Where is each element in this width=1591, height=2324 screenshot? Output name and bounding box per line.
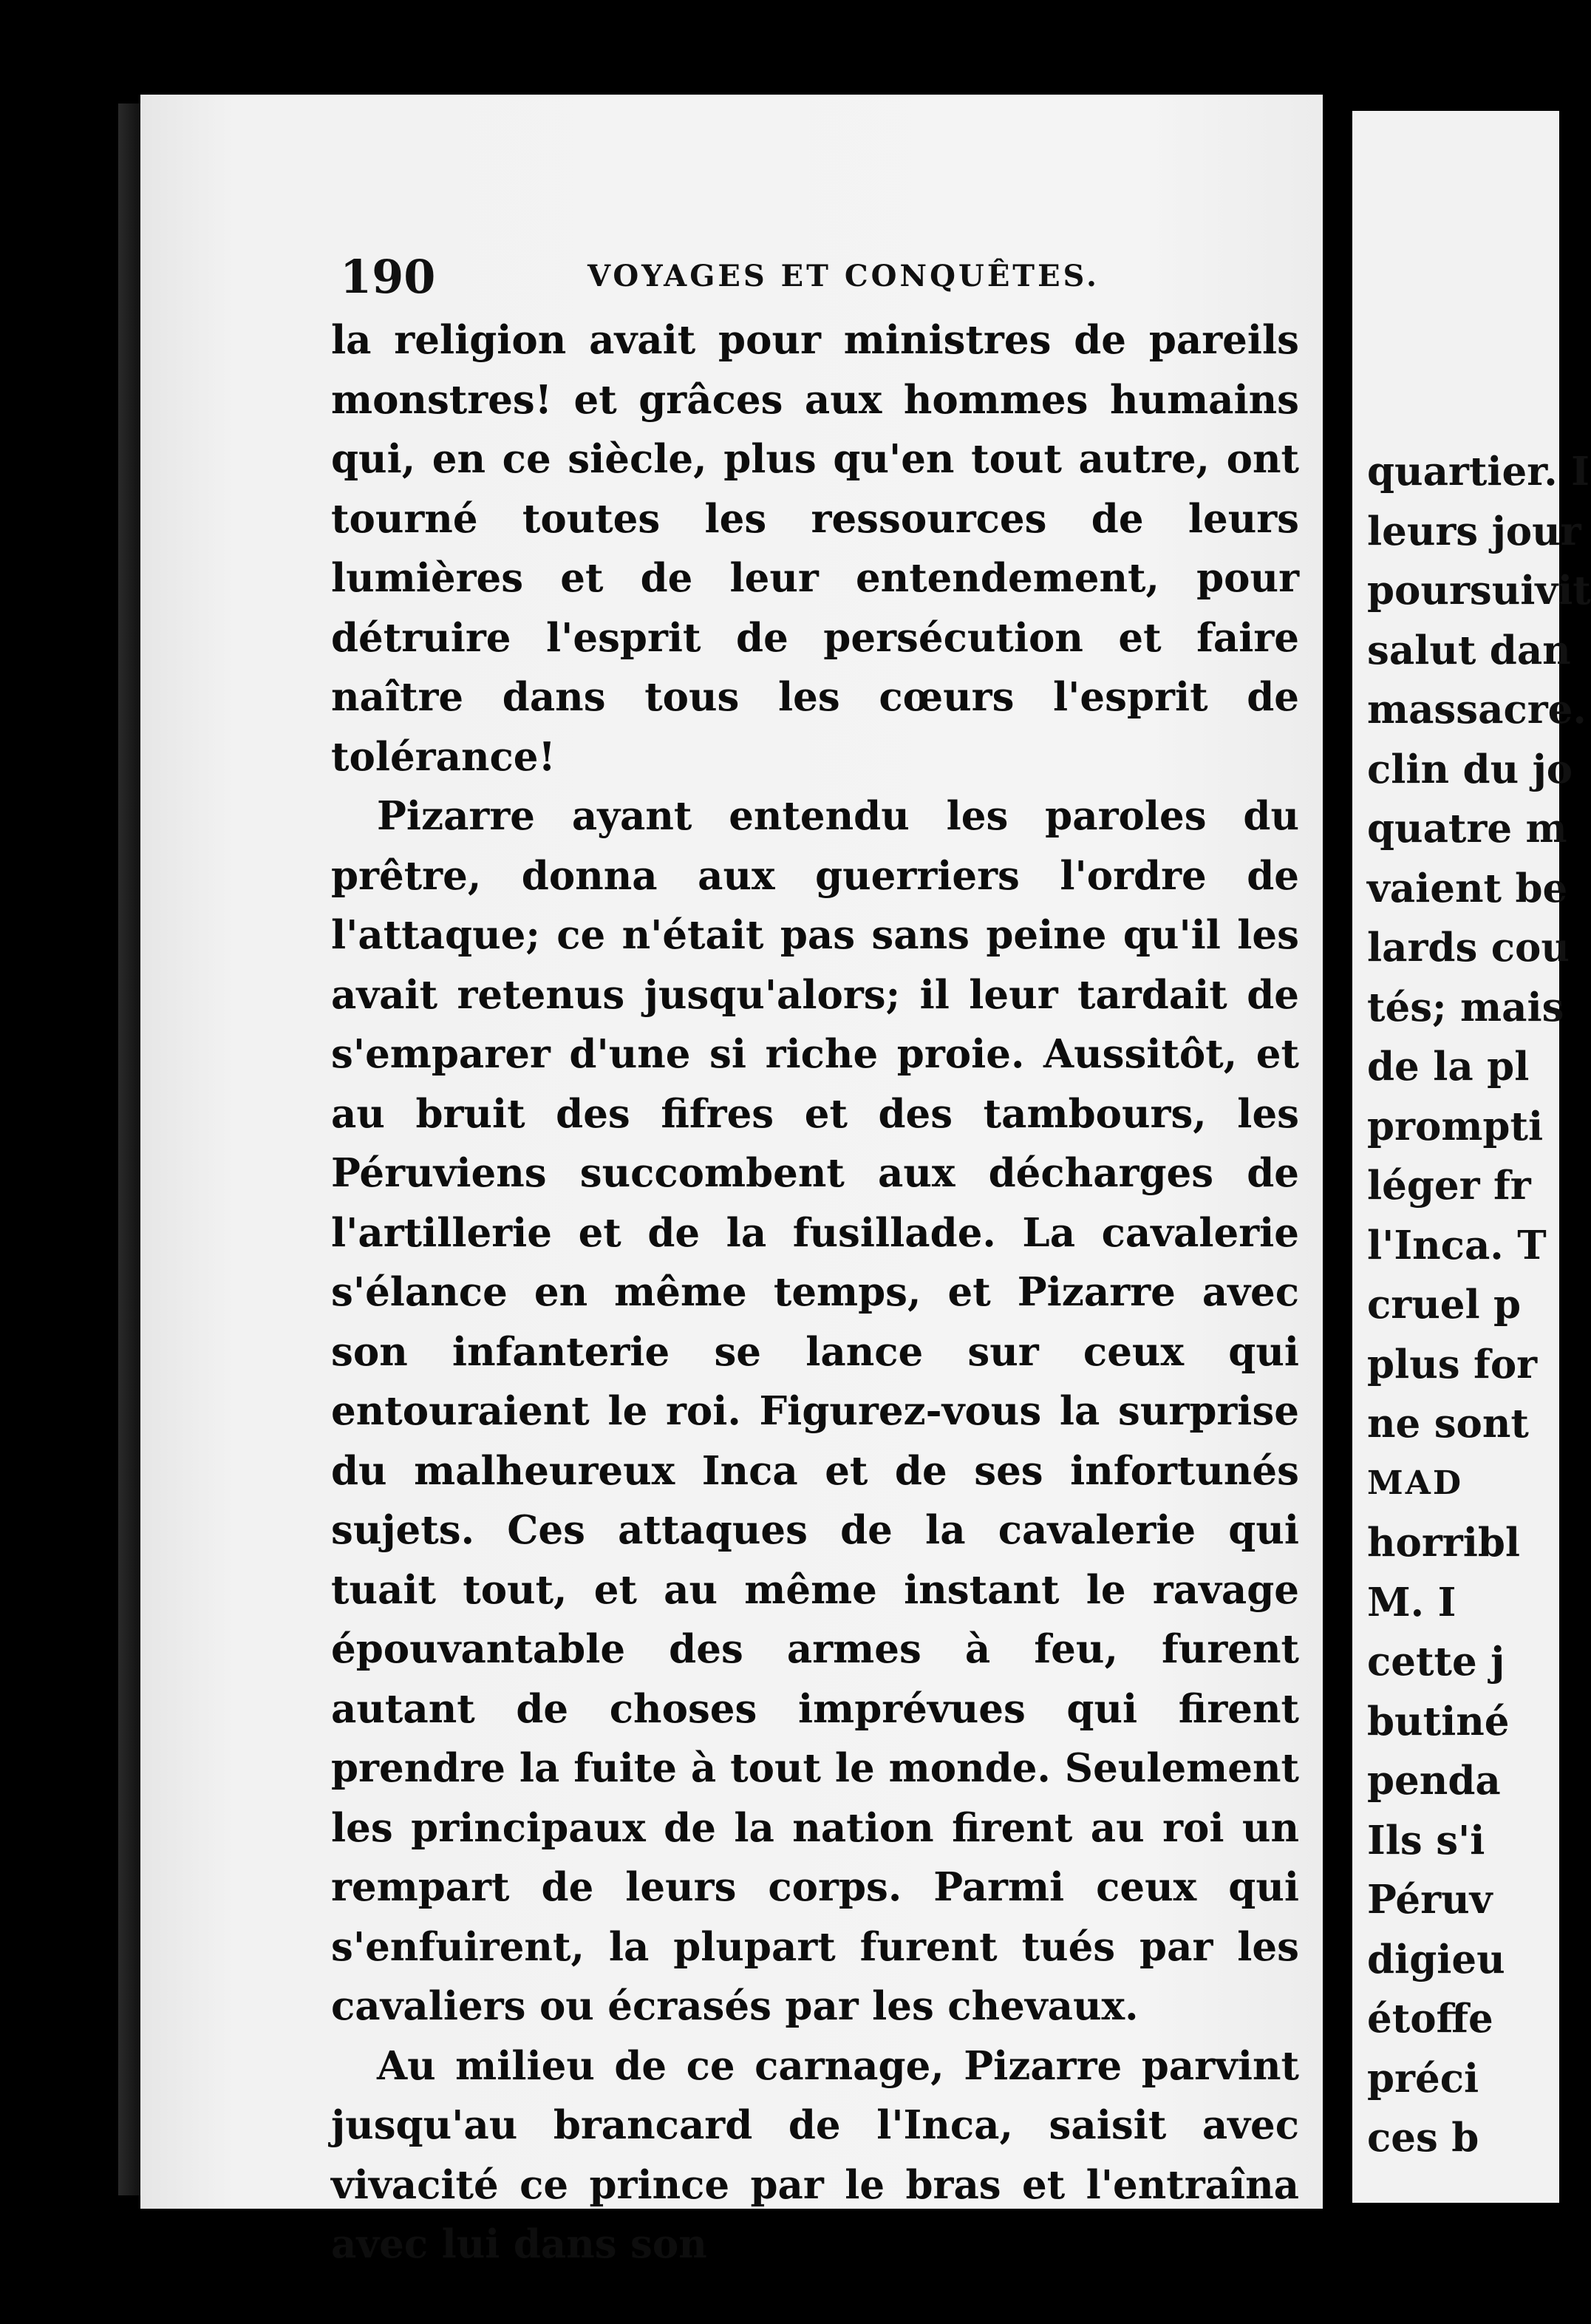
facing-line: vaient be — [1367, 865, 1568, 911]
facing-line: butiné — [1367, 1698, 1510, 1744]
facing-line-heading: MAD — [1367, 1464, 1463, 1502]
facing-line: préci — [1367, 2055, 1479, 2102]
running-head: VOYAGES ET CONQUÊTES. — [587, 259, 1100, 293]
book-spine-shadow — [118, 103, 140, 2195]
paragraph-3: Au milieu de ce carnage, Pizarre parvint jusqu'au brancard de l'Inca, saisit avec vivacité ce prince par le bras et l'entraîna avec lui dans son — [331, 2042, 1299, 2267]
page-number: 190 — [340, 250, 436, 304]
facing-line: étoffe — [1367, 1996, 1493, 2042]
facing-line: digieu — [1367, 1936, 1505, 1982]
page-header — [196, 250, 1319, 309]
facing-line: léger fr — [1367, 1163, 1531, 1209]
facing-line: tés; mais — [1367, 984, 1564, 1030]
facing-line: penda — [1367, 1758, 1501, 1804]
facing-line: lards cou — [1367, 925, 1570, 971]
facing-line: cruel p — [1367, 1282, 1522, 1328]
facing-line: prompti — [1367, 1103, 1544, 1149]
facing-line: M. I — [1367, 1579, 1457, 1625]
facing-line: clin du jo — [1367, 746, 1573, 792]
facing-line: l'Inca. T — [1367, 1222, 1547, 1268]
facing-line: plus for — [1367, 1341, 1538, 1387]
facing-line: ne sont — [1367, 1401, 1529, 1447]
paragraph-1: la religion avait pour ministres de pareils monstres! et grâces aux hommes humains qui, en ce siècle, plus qu'en tout autre, ont tourné toutes les ressources de leurs lumières et de leur entendement, pour détruire l'esprit de persécution et faire naître dans tous les cœurs l'esprit de tolérance! — [331, 317, 1299, 780]
facing-page-text — [1367, 442, 1591, 2168]
facing-line: Péruv — [1367, 1877, 1493, 1923]
paragraph-2: Pizarre ayant entendu les paroles du prêtre, donna aux guerriers l'ordre de l'attaque; ce n'était pas sans peine qu'il les avait retenus jusqu'alors; il leur tardait de s'emparer d'une si riche proie. Aussitôt, et au bruit des fifres et des tambours, les Péruviens succombent aux décharges de l'artillerie et de la fusillade. La cavalerie s'élance en même temps, et Pizarre avec son infanterie se lance sur ceux qui entouraient le roi. Figurez-vous la surprise du malheureux Inca et de ses infortunés sujets. Ces attaques de la cavalerie qui tuait tout, et au même instant le ravage épouvantable des armes à feu, furent autant de choses imprévues qui firent prendre la fuite à tout le monde. Seulement les principaux de la nation firent au roi un rempart de leurs corps. Parmi ceux qui s'enfuirent, la plupart furent tués par les cavaliers ou écrasés par les chevaux. — [331, 793, 1299, 2029]
facing-line: quatre m — [1367, 806, 1567, 852]
facing-line: cette j — [1367, 1639, 1505, 1685]
facing-line: salut dan — [1367, 627, 1571, 673]
body-text — [331, 310, 1299, 2274]
facing-line: poursuivit — [1367, 568, 1591, 614]
facing-line: massacre. — [1367, 687, 1587, 733]
facing-line: quartier. I — [1367, 449, 1590, 495]
facing-page — [1352, 111, 1591, 2203]
facing-line: Ils s'i — [1367, 1817, 1485, 1863]
facing-line: horribl — [1367, 1520, 1521, 1566]
facing-line: de la pl — [1367, 1044, 1530, 1090]
facing-line: leurs jour — [1367, 508, 1581, 554]
facing-line: ces b — [1367, 2115, 1479, 2161]
